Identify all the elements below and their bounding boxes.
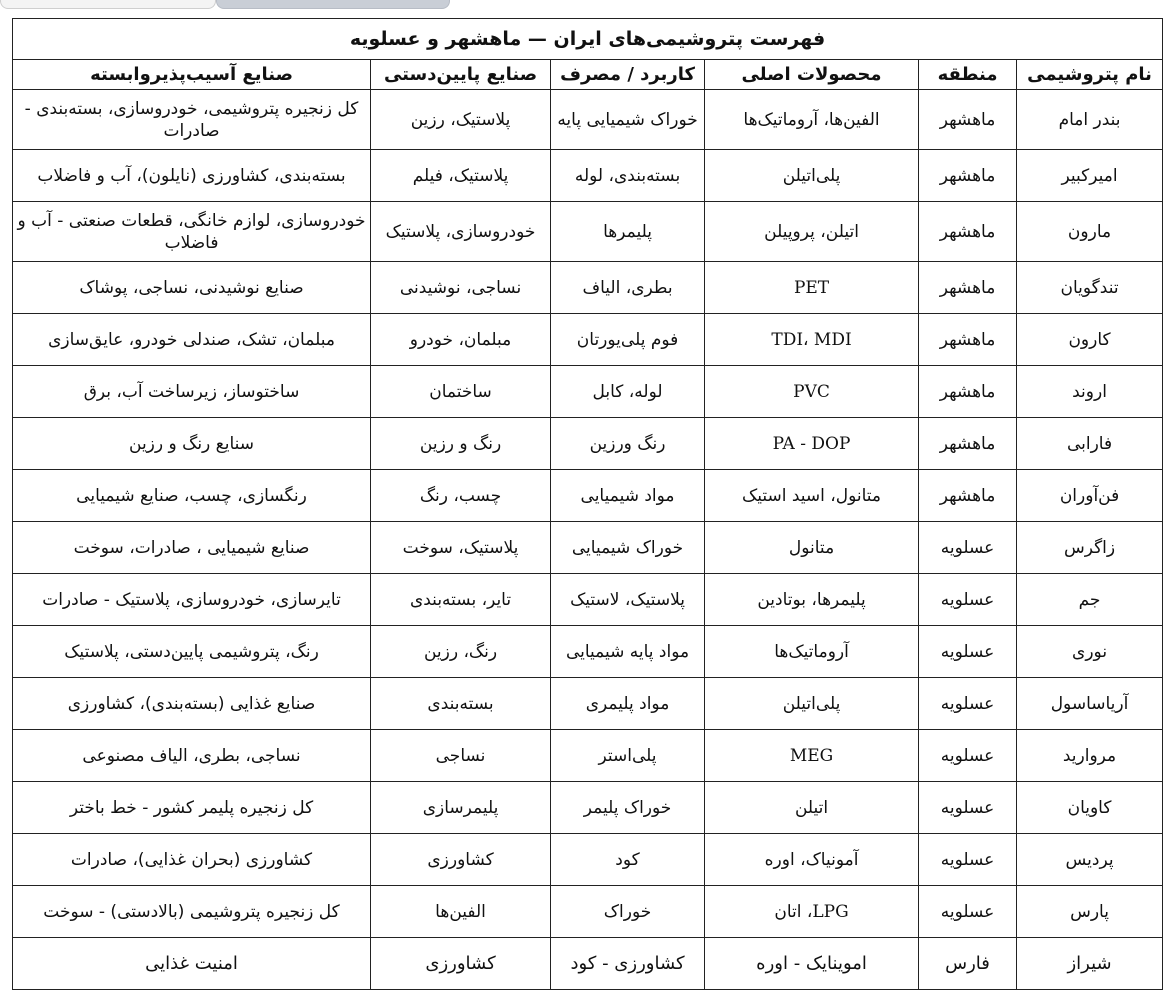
cell-usage: پلاستیک، لاستیک (551, 574, 705, 626)
cell-dependent: ساختوساز، زیرساخت آب، برق (13, 366, 371, 418)
cell-products: آروماتیک‌ها (705, 626, 919, 678)
cell-products: PA - DOP (705, 418, 919, 470)
cell-downstream: رنگ و رزین (371, 418, 551, 470)
cell-usage: مواد شیمیایی (551, 470, 705, 522)
cell-products: اتیلن، پروپیلن (705, 202, 919, 262)
cell-usage: لوله، کابل (551, 366, 705, 418)
cell-downstream: چسب، رنگ (371, 470, 551, 522)
cell-region: عسلویه (919, 678, 1017, 730)
tab-active[interactable] (216, 0, 450, 9)
cell-name: نوری (1017, 626, 1163, 678)
table-row (13, 938, 1163, 990)
table-row (13, 90, 1163, 150)
header-products: محصولات اصلی (705, 60, 919, 90)
cell-products: متانول (705, 522, 919, 574)
cell-downstream: مبلمان، خودرو (371, 314, 551, 366)
cell-dependent: امنیت غذایی (13, 938, 371, 990)
table-row (13, 522, 1163, 574)
cell-name: مارون (1017, 202, 1163, 262)
table-title: فهرست پتروشیمی‌های ایران — ماهشهر و عسلویه (13, 19, 1163, 60)
cell-downstream: پلیمرسازی (371, 782, 551, 834)
cell-products: آمونیاک، اوره (705, 834, 919, 886)
cell-dependent: خودروسازی، لوازم خانگی، قطعات صنعتی - آب و فاضلاب (13, 202, 371, 262)
cell-downstream: خودروسازی، پلاستیک (371, 202, 551, 262)
cell-dependent: رنگ، پتروشیمی پایین‌دستی، پلاستیک (13, 626, 371, 678)
cell-name: پردیس (1017, 834, 1163, 886)
cell-usage: بسته‌بندی، لوله (551, 150, 705, 202)
cell-usage: پلیمرها (551, 202, 705, 262)
cell-region: فارس (919, 938, 1017, 990)
cell-region: عسلویه (919, 574, 1017, 626)
cell-usage: خوراک شیمیایی پایه (551, 90, 705, 150)
header-downstream: صنایع پایین‌دستی (371, 60, 551, 90)
header-name: نام پتروشیمی (1017, 60, 1163, 90)
cell-products: اموینایک - اوره (705, 938, 919, 990)
cell-products: متانول، اسید استیک (705, 470, 919, 522)
cell-name: تندگویان (1017, 262, 1163, 314)
cell-region: عسلویه (919, 886, 1017, 938)
cell-name: بندر امام (1017, 90, 1163, 150)
cell-downstream: الفین‌ها (371, 886, 551, 938)
petrochemical-table (12, 18, 1163, 990)
cell-name: مروارید (1017, 730, 1163, 782)
cell-dependent: رنگسازی، چسب، صنایع شیمیایی (13, 470, 371, 522)
cell-dependent: کل زنجیره پتروشیمی (بالادستی) - سوخت (13, 886, 371, 938)
cell-downstream: تایر، بسته‌بندی (371, 574, 551, 626)
table-row (13, 834, 1163, 886)
cell-downstream: رنگ، رزین (371, 626, 551, 678)
table-row (13, 574, 1163, 626)
table-row (13, 886, 1163, 938)
header-region: منطقه (919, 60, 1017, 90)
cell-region: ماهشهر (919, 262, 1017, 314)
cell-region: عسلویه (919, 626, 1017, 678)
cell-region: ماهشهر (919, 314, 1017, 366)
cell-region: ماهشهر (919, 202, 1017, 262)
cell-downstream: نساجی (371, 730, 551, 782)
cell-dependent: صنایع شیمیایی ، صادرات، سوخت (13, 522, 371, 574)
cell-region: ماهشهر (919, 470, 1017, 522)
table-row (13, 678, 1163, 730)
cell-name: کاویان (1017, 782, 1163, 834)
cell-products: PVC (705, 366, 919, 418)
cell-products: پلی‌اتیلن (705, 678, 919, 730)
cell-dependent: کل زنجیره پتروشیمی، خودروسازی، بسته‌بندی - صادرات (13, 90, 371, 150)
cell-products: پلی‌اتیلن (705, 150, 919, 202)
cell-usage: مواد پایه شیمیایی (551, 626, 705, 678)
cell-region: ماهشهر (919, 90, 1017, 150)
table-row (13, 470, 1163, 522)
cell-dependent: تایرسازی، خودروسازی، پلاستیک - صادرات (13, 574, 371, 626)
cell-usage: رنگ ورزین (551, 418, 705, 470)
cell-region: ماهشهر (919, 366, 1017, 418)
table-row (13, 730, 1163, 782)
cell-region: ماهشهر (919, 418, 1017, 470)
cell-dependent: صنایع نوشیدنی، نساجی، پوشاک (13, 262, 371, 314)
cell-region: عسلویه (919, 782, 1017, 834)
cell-dependent: مبلمان، تشک، صندلی خودرو، عایق‌سازی (13, 314, 371, 366)
header-usage: کاربرد / مصرف (551, 60, 705, 90)
cell-usage: مواد پلیمری (551, 678, 705, 730)
cell-dependent: بسته‌بندی، کشاورزی (نایلون)، آب و فاضلاب (13, 150, 371, 202)
cell-usage: خوراک پلیمر (551, 782, 705, 834)
cell-products: PET (705, 262, 919, 314)
cell-downstream: پلاستیک، سوخت (371, 522, 551, 574)
cell-region: ماهشهر (919, 150, 1017, 202)
cell-name: کارون (1017, 314, 1163, 366)
cell-dependent: کشاورزی (بحران غذایی)، صادرات (13, 834, 371, 886)
cell-products: اتیلن (705, 782, 919, 834)
cell-products: الفین‌ها، آروماتیک‌ها (705, 90, 919, 150)
cell-downstream: کشاورزی (371, 834, 551, 886)
cell-dependent: سنایع رنگ و رزین (13, 418, 371, 470)
cell-dependent: صنایع غذایی (بسته‌بندی)، کشاورزی (13, 678, 371, 730)
cell-downstream: پلاستیک، رزین (371, 90, 551, 150)
cell-usage: خوراک شیمیایی (551, 522, 705, 574)
top-tab-strip (0, 0, 1174, 12)
cell-name: امیرکبیر (1017, 150, 1163, 202)
cell-downstream: ساختمان (371, 366, 551, 418)
cell-products: MEG (705, 730, 919, 782)
cell-products: پلیمرها، بوتادین (705, 574, 919, 626)
cell-usage: پلی‌استر (551, 730, 705, 782)
cell-region: عسلویه (919, 730, 1017, 782)
header-row (13, 60, 1163, 90)
petrochemical-table-sheet (12, 18, 1162, 990)
cell-products: TDI، MDI (705, 314, 919, 366)
cell-dependent: کل زنجیره پلیمر کشور - خط باختر (13, 782, 371, 834)
cell-region: عسلویه (919, 522, 1017, 574)
cell-name: اروند (1017, 366, 1163, 418)
cell-name: آریاساسول (1017, 678, 1163, 730)
cell-name: پارس (1017, 886, 1163, 938)
cell-name: فارابی (1017, 418, 1163, 470)
cell-products: LPG، اتان (705, 886, 919, 938)
table-row (13, 418, 1163, 470)
cell-usage: خوراک (551, 886, 705, 938)
cell-region: عسلویه (919, 834, 1017, 886)
cell-downstream: پلاستیک، فیلم (371, 150, 551, 202)
table-row (13, 202, 1163, 262)
table-row (13, 314, 1163, 366)
cell-usage: کشاورزی - کود (551, 938, 705, 990)
table-row (13, 262, 1163, 314)
cell-usage: کود (551, 834, 705, 886)
cell-usage: فوم پلی‌یورتان (551, 314, 705, 366)
cell-downstream: نساجی، نوشیدنی (371, 262, 551, 314)
tab-left[interactable] (0, 0, 216, 9)
cell-downstream: بسته‌بندی (371, 678, 551, 730)
table-row (13, 366, 1163, 418)
header-dependent: صنایع آسیب‌پذیروابسته (13, 60, 371, 90)
cell-name: شیراز (1017, 938, 1163, 990)
table-row (13, 150, 1163, 202)
table-row (13, 782, 1163, 834)
cell-dependent: نساجی، بطری، الیاف مصنوعی (13, 730, 371, 782)
cell-name: فن‌آوران (1017, 470, 1163, 522)
cell-usage: بطری، الیاف (551, 262, 705, 314)
cell-name: زاگرس (1017, 522, 1163, 574)
cell-name: جم (1017, 574, 1163, 626)
table-row (13, 626, 1163, 678)
cell-downstream: کشاورزی (371, 938, 551, 990)
